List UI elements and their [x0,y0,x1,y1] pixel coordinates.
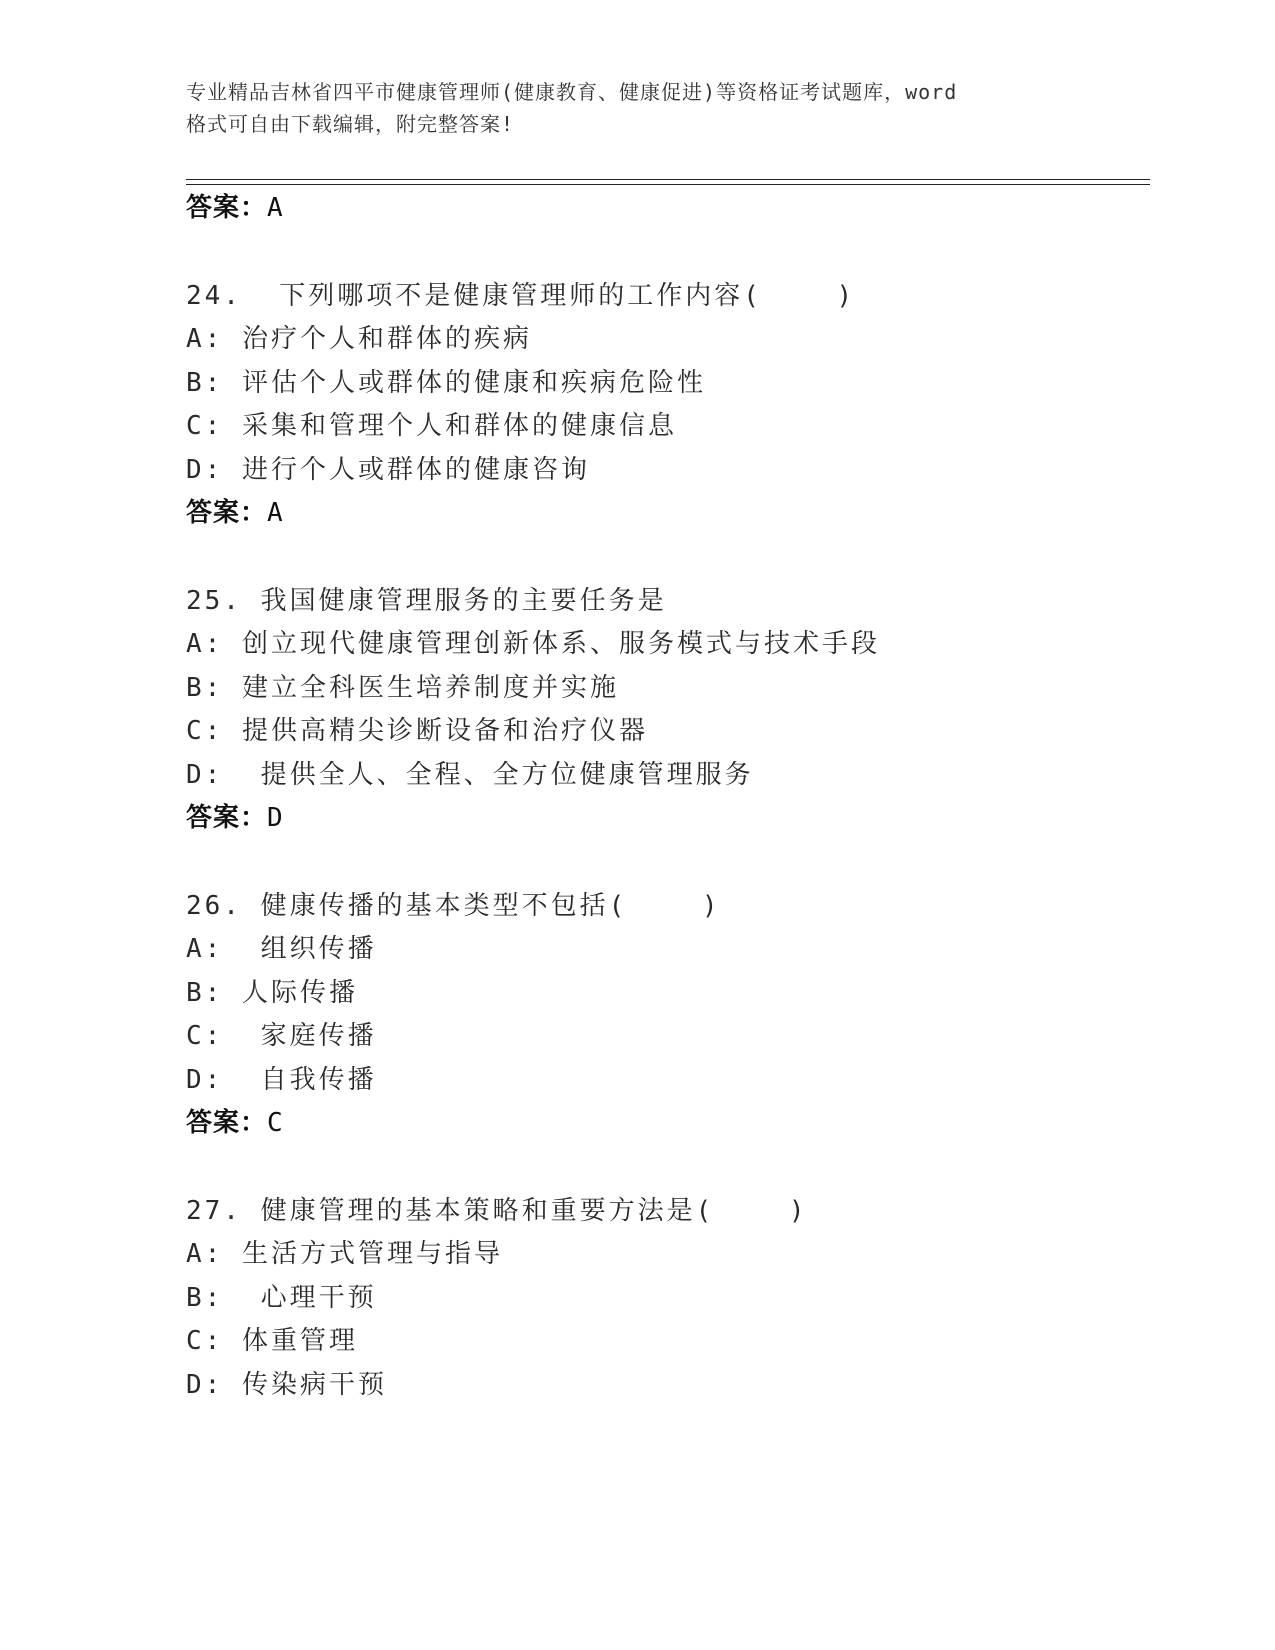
question-stem: 24. 下列哪项不是健康管理师的工作内容( ) [186,281,856,311]
answer-label: 答案： [186,193,268,223]
question-option: A: 治疗个人和群体的疾病 [186,324,532,354]
question-option: C: 体重管理 [186,1326,358,1356]
question-option: B: 建立全科医生培养制度并实施 [186,673,619,703]
answer-line [186,497,284,529]
question-option: A: 组织传播 [186,934,377,964]
answer-line [186,802,284,834]
question-option: C: 家庭传播 [186,1021,377,1051]
question-option: D: 传染病干预 [186,1370,387,1400]
question-option: D: 提供全人、全程、全方位健康管理服务 [186,760,754,790]
answer-value: A [267,193,284,223]
header-divider-bottom [186,184,1150,185]
question-stem: 25. 我国健康管理服务的主要任务是 [186,586,667,616]
question-option: B: 人际传播 [186,978,358,1008]
question-option: C: 采集和管理个人和群体的健康信息 [186,411,677,441]
document-header [186,76,1086,140]
question-stem: 26. 健康传播的基本类型不包括( ) [186,891,721,921]
answer-value: A [267,498,284,528]
question-option: D: 自我传播 [186,1065,377,1095]
answer-value: C [267,1108,284,1138]
question-stem: 27. 健康管理的基本策略和重要方法是( ) [186,1196,808,1226]
answer-label: 答案： [186,498,268,528]
answer-line [186,1107,284,1139]
question-option: B: 心理干预 [186,1283,377,1313]
question-option: A: 创立现代健康管理创新体系、服务模式与技术手段 [186,629,880,659]
answer-value: D [267,803,284,833]
header-line-1: 专业精品吉林省四平市健康管理师(健康教育、健康促进)等资格证考试题库，word [186,80,958,104]
answer-label: 答案： [186,803,268,833]
question-option: C: 提供高精尖诊断设备和治疗仪器 [186,716,648,746]
question-option: B: 评估个人或群体的健康和疾病危险性 [186,368,706,398]
answer-line [186,192,284,224]
header-line-2: 格式可自由下载编辑，附完整答案! [186,112,515,136]
question-option: D: 进行个人或群体的健康咨询 [186,455,590,485]
question-option: A: 生活方式管理与指导 [186,1239,503,1269]
header-divider-top [186,179,1150,180]
answer-label: 答案： [186,1108,268,1138]
